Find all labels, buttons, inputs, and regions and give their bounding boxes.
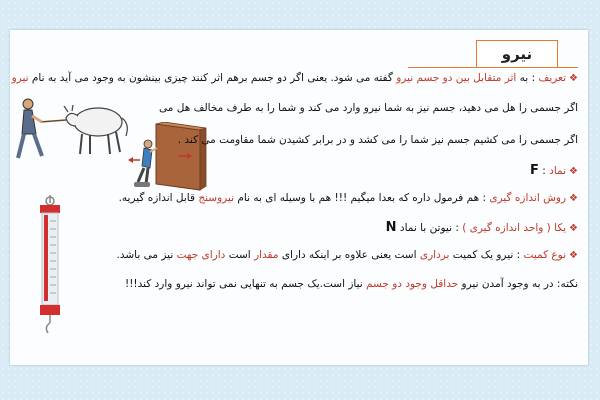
title-underline xyxy=(408,67,578,68)
definition-line: ❖تعریف : به اثر متقابل بین دو جسم نیرو گفته می شود. یعنی اگر دو جسم برهم اثر کنند چیزی بینشون به وجود می آید به نام نیرو xyxy=(11,72,578,84)
unit-line: ❖یکا ( واحد اندازه گیری ) : نیوتن با نماد N xyxy=(385,220,578,235)
diamond-bullet-icon: ❖ xyxy=(569,166,578,177)
pull-example-line: اگر جسمی را می کشیم جسم نیز شما را می کشد و در برابر کشیدن شما مقاومت می کند . xyxy=(177,134,578,146)
note-line: نکته: در به وجود آمدن نیرو حداقل وجود دو جسم نیاز است.یک جسم به تنهایی نمی تواند نیرو وارد کند!!! xyxy=(124,278,578,290)
push-example-line: اگر جسمی را هل می دهید، جسم نیز به شما نیرو وارد می کند و شما را به طرف مخالف هل می xyxy=(159,102,578,114)
man-pulling-cow-illustration xyxy=(10,90,135,165)
person-pushing-wall-illustration xyxy=(128,122,208,192)
diamond-bullet-icon: ❖ xyxy=(569,193,578,204)
quantity-type-line: ❖نوع کمیت : نیرو یک کمیت برداری است یعنی علاوه بر اینکه دارای مقدار است دارای جهت نیز می باشد. xyxy=(116,249,578,261)
content-panel xyxy=(10,30,588,365)
diamond-bullet-icon: ❖ xyxy=(569,73,578,84)
diamond-bullet-icon: ❖ xyxy=(569,223,578,234)
diamond-bullet-icon: ❖ xyxy=(569,250,578,261)
spring-scale-icon xyxy=(30,195,70,335)
page-title: نیرو xyxy=(476,40,558,68)
measurement-line: ❖روش اندازه گیری : هم فرمول داره که بعدا میگیم !!! هم با وسیله ای به نام نیروسنج قابل اندازه گیریه. xyxy=(118,192,578,204)
symbol-line: ❖نماد : F xyxy=(530,163,578,178)
